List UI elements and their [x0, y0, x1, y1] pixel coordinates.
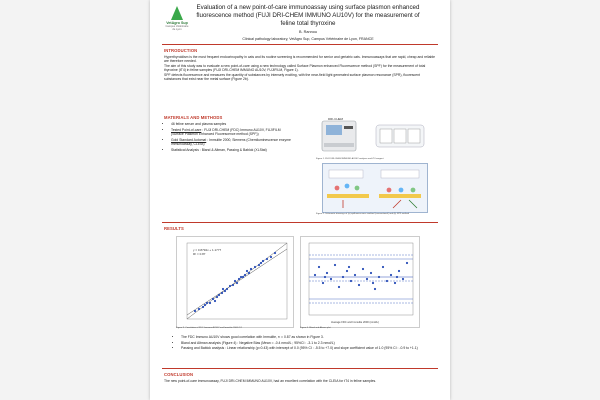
scatter-point: [244, 274, 246, 276]
scatter-point: [362, 268, 364, 270]
scatter-point: [214, 300, 216, 302]
scatter-point: [382, 266, 384, 268]
results-list: [174, 335, 434, 352]
scatter-point: [254, 266, 256, 268]
scatter-point: [342, 276, 344, 278]
scatter-point: [221, 292, 223, 294]
list-item: • 46 feline serum and plasma samples: [171, 122, 294, 126]
list-item: • Passing and Bablok analysis : Linear relationship (p=0.43) with intercept of 0.0 (95% CI : -5.5 to +7.0) and slope coefficient value of 1.0 (95% CI : -0.9 to +1.1): [181, 346, 434, 350]
scatter-point: [390, 274, 392, 276]
scatter-point: [318, 266, 320, 268]
scatter-point: [248, 272, 250, 274]
intro-paragraph-3: SPF detects fluorescence and measures the quantity of substances by intensely exciting, with the near-field light generated surface plasmon resonance (SPR), fluorescent substances that exist near the metal surface (Figure 2b).: [164, 72, 420, 82]
scatter-point: [260, 262, 262, 264]
spf-schematic: [323, 164, 427, 212]
scatter-point: [240, 276, 242, 278]
figure-1-caption: Figure 1. FUJI DRI-CHEM IMMUNO AU10V analyzer and tT4 reagent: [316, 158, 384, 160]
scatter-point: [378, 276, 380, 278]
conclusion-heading: CONCLUSION: [164, 372, 194, 377]
intro-paragraph-2: The aim of this study was to evaluate a new point-of-care using a new technology called Surface Plasmon enhanced Fluorescence method (SPF) for the measurement of total thyroxine (tT4) in feline samples (FUJI DRI-CHEM IMMUNO AU10V, FUJIFILM, Figure 1).: [164, 63, 426, 73]
figure-2: [322, 163, 428, 213]
scatter-point: [246, 270, 248, 272]
scatter-point: [262, 260, 264, 262]
device-label: DRI-CHEM: [328, 117, 343, 121]
scatter-point: [350, 280, 352, 282]
analyzer-image: [314, 113, 434, 157]
scatter-point: [334, 264, 336, 266]
scatter-point: [372, 282, 374, 284]
scatter-point: [206, 302, 208, 304]
list-item: • Gold Standard Automat : Immulite 2000, Siemens (Chemiluminescence enzyme immunoassay, CLEIA): [171, 138, 294, 147]
list-item: • The FDC Immuno AU10V shows good correlation with Immulite, r² = 0.87 as shown in Figure 3.: [181, 335, 434, 339]
scatter-point: [402, 278, 404, 280]
scatter-point: [194, 310, 196, 312]
figure-4-caption: Figure 4. Bland and Altman plot: [300, 327, 331, 329]
scatter-point: [322, 282, 324, 284]
logo-subtitle: Campus Vétérinaire de Lyon: [165, 25, 189, 31]
scatter-point: [218, 294, 220, 296]
scatter-point: [238, 278, 240, 280]
scatter-point: [216, 296, 218, 298]
scatter-point: [374, 288, 376, 290]
list-item: • Tested Point-of-care : FUJI DRI-CHEM (FDC) Immuno AU10V, FUJIFILM (Surface Plasmon Enhanced Fluorescence method (SPF)): [171, 128, 294, 137]
poster: [150, 0, 450, 400]
logo-brand: VetAgro Sup: [166, 21, 188, 25]
divider: [162, 222, 438, 223]
scatter-point: [242, 276, 244, 278]
results-heading: RESULTS: [164, 226, 184, 231]
scatter-point: [326, 272, 328, 274]
scatter-point: [370, 272, 372, 274]
correlation-chart: [177, 237, 293, 327]
scatter-point: [258, 264, 260, 266]
list-item: • Bland and Altman analysis (Figure 4) : Negative Bias (Mean = -0.4 nmol/L ; 95%CI : -3.1 to 2.3 nmol/L): [181, 341, 434, 345]
scatter-point: [330, 278, 332, 280]
scatter-point: [346, 270, 348, 272]
scatter-point: [234, 280, 236, 282]
poster-author: B. Rannou: [299, 30, 317, 34]
methods-heading: MATERIALS AND METHODS: [164, 115, 223, 120]
figure-1: [314, 113, 434, 157]
figure-3: [176, 236, 294, 328]
methods-list: [164, 122, 294, 153]
scatter-point: [354, 274, 356, 276]
figure-4: [300, 236, 420, 328]
scatter-point: [398, 270, 400, 272]
intro-text: [164, 55, 436, 81]
scatter-point: [198, 308, 200, 310]
conclusion-text: The new point-of-care immunoassay, FUJI DRI-CHEM IMMUNO AU10V, had an excellent correlation with the CLEIA for tT4 in feline samples.: [164, 379, 377, 383]
scatter-point: [396, 276, 398, 278]
vetagro-logo: [164, 6, 190, 31]
scatter-point: [338, 286, 340, 288]
scatter-point: [366, 278, 368, 280]
scatter-point: [236, 282, 238, 284]
fig3-equation: y = 0.8794x + 1.1777: [193, 248, 222, 252]
scatter-point: [324, 276, 326, 278]
scatter-point: [270, 256, 272, 258]
scatter-point: [226, 288, 228, 290]
scatter-point: [229, 285, 231, 287]
scatter-point: [348, 266, 350, 268]
scatter-point: [314, 274, 316, 276]
fig3-r2: R² = 0.87: [193, 252, 206, 256]
divider: [162, 368, 438, 369]
scatter-point: [274, 252, 276, 254]
scatter-point: [222, 288, 224, 290]
intro-paragraph-1: Hyperthyroidism is the most frequent endocrinopathy in cats and its routine screening is recommended for senior and geriatric cats. Immunoassays that are rapid, cheap and reliable are therefore needed.: [164, 55, 436, 64]
bland-altman-chart: [301, 237, 419, 327]
scatter-point: [250, 268, 252, 270]
scatter-point: [212, 298, 214, 300]
intro-heading: INTRODUCTION: [164, 48, 198, 53]
poster-affiliation: Clinical pathology laboratory, VetAgro Sup, Campus Vétérinaire de Lyon, FRANCE: [242, 37, 374, 41]
leaf-logo-icon: [171, 6, 183, 20]
scatter-point: [204, 304, 206, 306]
poster-title: Evaluation of a new point-of-care immunoassay using surface plasmon enhanced fluorescence method (FUJI DRI-CHEM IMMUNO AU10V) for the measurement of feline total thyroxine: [196, 4, 420, 27]
scatter-point: [209, 302, 211, 304]
scatter-point: [406, 262, 408, 264]
figure-3-caption: Figure 3. Correlation of FDC Immuno AU10V and Immulite 2000 tT4: [176, 327, 242, 329]
scatter-point: [358, 284, 360, 286]
scatter-point: [386, 280, 388, 282]
list-item: • Statistical Analysis : Bland & Altman, Passing & Bablok (XLStat): [171, 148, 294, 152]
scatter-point: [202, 306, 204, 308]
figure-2-caption: Figure 2. Schematic drawings of (a) epifluorescence method (conventional) and (b) SPF method: [316, 213, 410, 215]
scatter-point: [394, 282, 396, 284]
scatter-point: [232, 284, 234, 286]
scatter-point: [266, 258, 268, 260]
fig4-xlabel: Average FDC and Immulite 2000 (nmol/L): [331, 321, 379, 324]
divider: [162, 44, 438, 45]
scatter-point: [224, 290, 226, 292]
